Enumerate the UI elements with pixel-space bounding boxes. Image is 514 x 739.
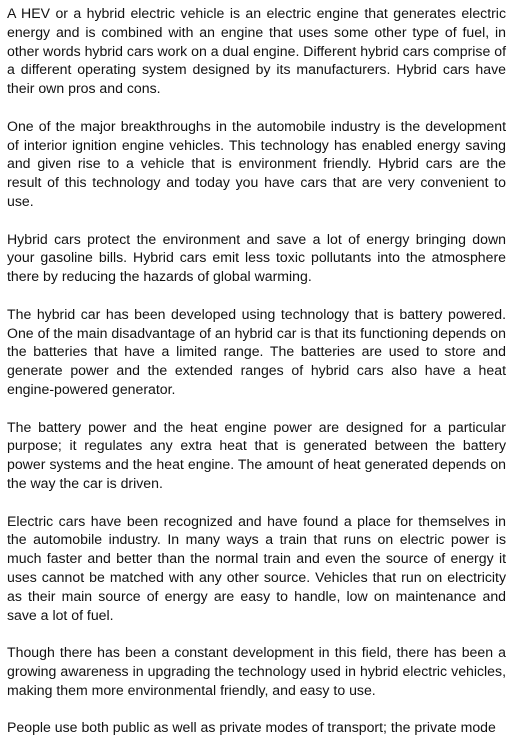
- paragraph-1: A HEV or a hybrid electric vehicle is an electric engine that generates electric energy and is combined with an engine that uses some other type of fuel, in other words hybrid cars work on a dual engine. Different hybrid cars comprise of a different operating system designed by its manufacturers. Hybrid cars have their own pros and cons.: [7, 5, 506, 97]
- paragraph-3: Hybrid cars protect the environment and save a lot of energy bringing down your gasoline bills. Hybrid cars emit less toxic pollutants into the atmosphere there by reducing the hazards of global warming.: [7, 230, 506, 285]
- paragraph-6: Electric cars have been recognized and have found a place for themselves in the automobile industry. In many ways a train that runs on electric power is much faster and better than the normal train and even the source of energy it uses cannot be matched with any other source. Vehicles that run on electricity as their main source of energy are easy to handle, low on maintenance and save a lot of fuel.: [7, 512, 506, 623]
- paragraph-5: The battery power and the heat engine power are designed for a particular purpose; it regulates any extra heat that is generated between the battery power systems and the heat engine. The amount of heat generated depends on the way the car is driven.: [7, 418, 506, 491]
- paragraph-2: One of the major breakthroughs in the automobile industry is the development of interior ignition engine vehicles. This technology has enabled energy saving and given rise to a vehicle that is environment friendly. Hybrid cars are the result of this technology and today you have cars that are very convenient to use.: [7, 117, 506, 209]
- paragraph-4: The hybrid car has been developed using technology that is battery powered. One of the main disadvantage of an hybrid car is that its functioning depends on the batteries that have a limited range. The batteries are used to store and generate power and the extended ranges of hybrid cars also have a heat engine-powered generator.: [7, 305, 506, 397]
- paragraph-8: People use both public as well as private modes of transport; the private mode: [7, 719, 496, 736]
- paragraph-7: Though there has been a constant development in this field, there has been a growing awareness in upgrading the technology used in hybrid electric vehicles, making them more environmental friendly, and easy to use.: [7, 644, 506, 698]
- document-body: [7, 4, 506, 737]
